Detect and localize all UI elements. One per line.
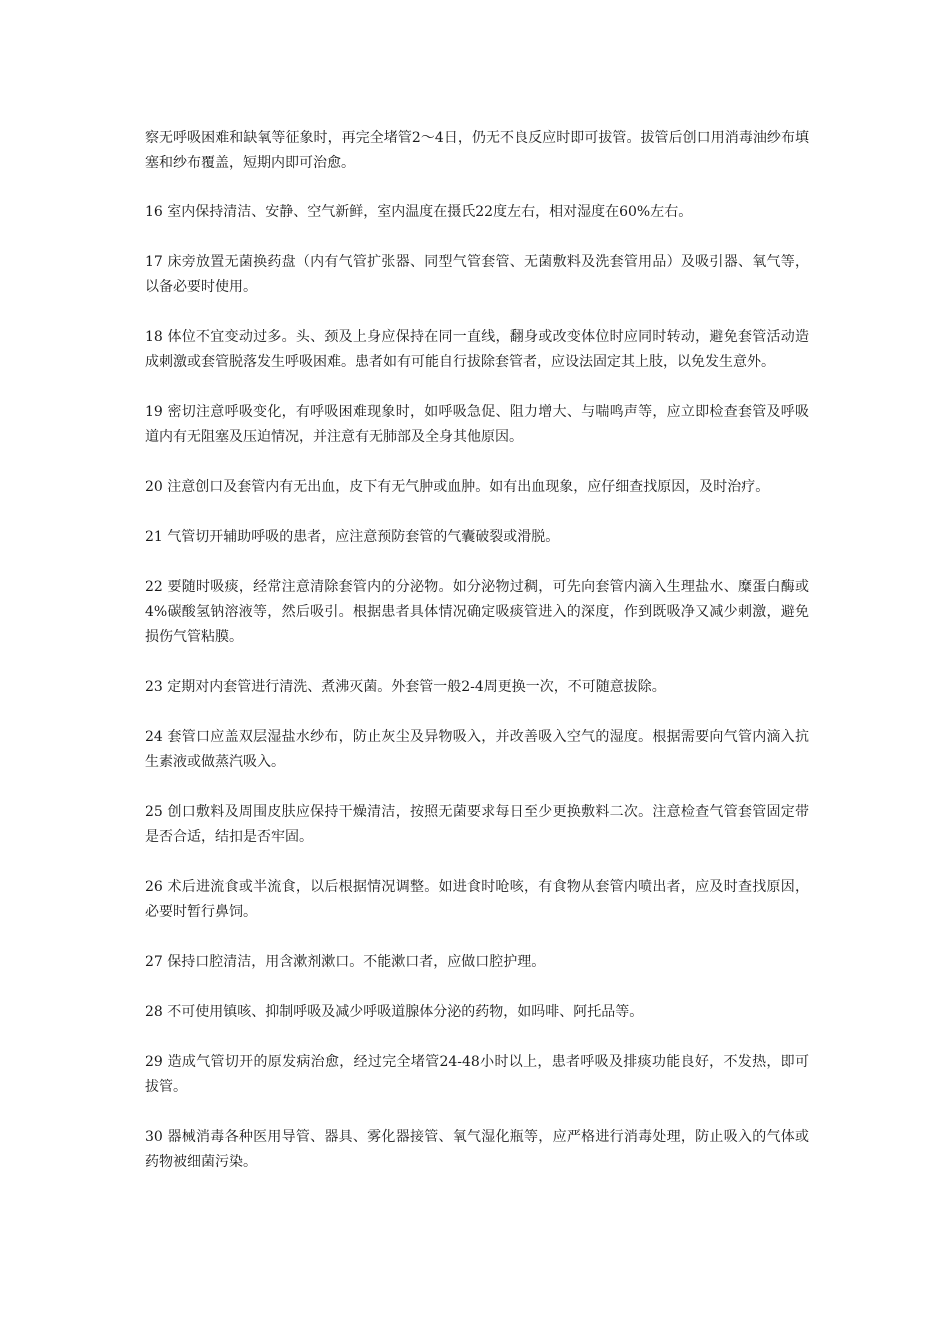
document-body [145,126,809,1200]
paragraph-continuation: 察无呼吸困难和缺氧等征象时，再完全堵管2～4日，仍无不良反应时即可拔管。拔管后创口用消毒油纱布填塞和纱布覆盖，短期内即可治愈。 [145,130,809,171]
paragraph-item-23: 23 定期对内套管进行清洗、煮沸灭菌。外套管一般2-4周更换一次，不可随意拔除。 [145,679,666,695]
paragraph-item-21: 21 气管切开辅助呼吸的患者，应注意预防套管的气囊破裂或滑脱。 [145,529,560,545]
paragraph-item-30: 30 器械消毒各种医用导管、器具、雾化器接管、氧气湿化瓶等，应严格进行消毒处理，防止吸入的气体或药物被细菌污染。 [145,1129,809,1170]
paragraph-item-26: 26 术后进流食或半流食，以后根据情况调整。如进食时呛咳，有食物从套管内喷出者，应及时查找原因，必要时暂行鼻饲。 [145,879,809,920]
paragraph-item-24: 24 套管口应盖双层湿盐水纱布，防止灰尘及异物吸入，并改善吸入空气的湿度。根据需要向气管内滴入抗生素液或做蒸汽吸入。 [145,729,809,770]
paragraph-item-16: 16 室内保持清洁、安静、空气新鲜，室内温度在摄氏22度左右，相对湿度在60%左右。 [145,204,693,220]
paragraph-item-28: 28 不可使用镇咳、抑制呼吸及减少呼吸道腺体分泌的药物，如吗啡、阿托品等。 [145,1004,644,1020]
paragraph-item-22: 22 要随时吸痰，经常注意清除套管内的分泌物。如分泌物过稠，可先向套管内滴入生理盐水、糜蛋白酶或4%碳酸氢钠溶液等，然后吸引。根据患者具体情况确定吸痰管进入的深度，作到既吸净又减少刺激，避免损伤气管粘膜。 [145,579,809,645]
paragraph-item-27: 27 保持口腔清洁，用含漱剂漱口。不能漱口者，应做口腔护理。 [145,954,546,970]
paragraph-item-20: 20 注意创口及套管内有无出血，皮下有无气肿或血肿。如有出血现象，应仔细查找原因，及时治疗。 [145,479,770,495]
paragraph-item-25: 25 创口敷料及周围皮肤应保持干燥清洁，按照无菌要求每日至少更换敷料二次。注意检查气管套管固定带是否合适，结扣是否牢固。 [145,804,809,845]
paragraph-item-19: 19 密切注意呼吸变化，有呼吸困难现象时，如呼吸急促、阻力增大、与喘鸣声等，应立即检查套管及呼吸道内有无阻塞及压迫情况，并注意有无肺部及全身其他原因。 [145,404,809,445]
paragraph-item-18: 18 体位不宜变动过多。头、颈及上身应保持在同一直线，翻身或改变体位时应同时转动，避免套管活动造成刺激或套管脱落发生呼吸困难。患者如有可能自行拔除套管者，应设法固定其上肢，以免发生意外。 [145,329,809,370]
paragraph-item-29: 29 造成气管切开的原发病治愈，经过完全堵管24-48小时以上，患者呼吸及排痰功能良好，不发热，即可拔管。 [145,1054,809,1095]
paragraph-item-17: 17 床旁放置无菌换药盘（内有气管扩张器、同型气管套管、无菌敷料及洗套管用品）及吸引器、氧气等，以备必要时使用。 [145,254,809,295]
